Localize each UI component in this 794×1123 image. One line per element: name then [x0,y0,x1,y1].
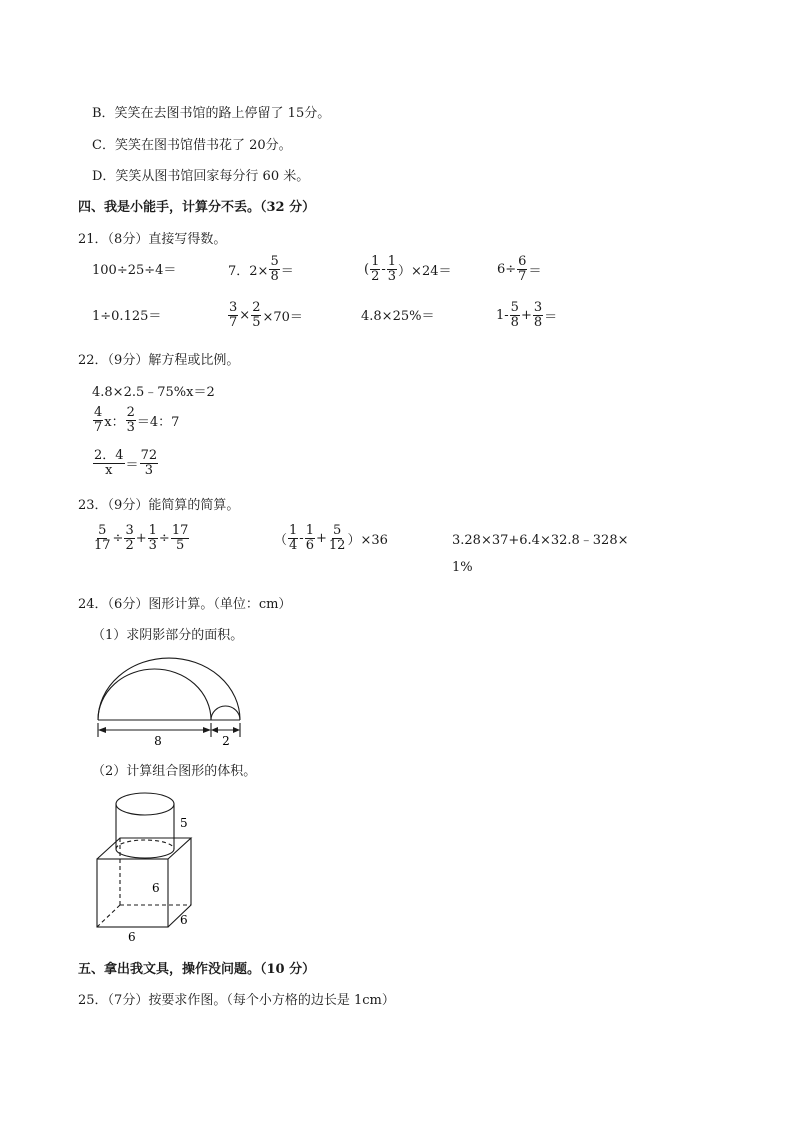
q24-part-1: （1）求阴影部分的面积。 [92,628,244,643]
q22-equation-1: 4.8×2.5﹣75%x＝2 [92,385,215,400]
label-6-depth: 6 [180,913,188,927]
small-semicircle [211,706,240,720]
q24-part-2: （2）计算组合图形的体积。 [92,764,257,779]
q23-expr-1: $\frac{5}{17}$ ÷ $\frac{3}{2}$ + $\frac{1}{3}$ ÷ $\frac{17}{5}$ [94,523,189,553]
q24-title: 24．（6分）图形计算。（单位：cm） [78,597,292,612]
semicircle-figure [90,645,250,750]
label-2: 2 [222,734,230,748]
q21-expr-1: 100÷25÷4＝ [92,263,177,278]
section-4-title: 四、我是小能手，计算分不丢。（32 分） [78,200,316,215]
q21-expr-3: ( $\frac{1}{2}$ - $\frac{1}{3}$ ）×24＝ [364,254,452,284]
q22-equation-3: $\frac{2.4}{x}$ ＝ $\frac{72}{3}$ [94,448,158,478]
q23-expr-3-line-1: 3.28×37+6.4×32.8﹣328× [452,533,629,548]
cylinder-cube-figure [88,786,208,946]
q23-expr-2: （ $\frac{1}{4}$ - $\frac{1}{6}$ + $\frac{5}{12}$ ）×36 [274,523,388,553]
section-5-title: 五、拿出我文具，操作没问题。（10 分） [78,962,316,977]
q21-expr-4: 6÷ $\frac{6}{7}$ ＝ [497,254,542,284]
label-6-width: 6 [128,930,136,944]
option-c: C．笑笑在图书馆借书花了 20分。 [92,138,292,153]
outer-semicircle [98,658,240,720]
q21-expr-8: 1- $\frac{5}{8}$ + $\frac{3}{8}$ ＝ [496,300,558,330]
label-8: 8 [154,734,162,748]
q21-title: 21．（8分）直接写得数。 [78,232,227,247]
option-b: B．笑笑在去图书馆的路上停留了 15分。 [92,106,331,121]
label-5: 5 [180,816,188,830]
q21-expr-7: 4.8×25%＝ [361,309,435,324]
q23-expr-3-line-2: 1% [452,560,473,575]
q25-title: 25．（7分）按要求作图。（每个小方格的边长是 1cm） [78,993,395,1008]
inner-semicircle [98,669,211,720]
q23-title: 23．（9分）能简算的简算。 [78,498,240,513]
q21-expr-6: $\frac{3}{7}$ × $\frac{2}{5}$ ×70＝ [229,300,303,330]
q21-expr-2: 7．2× $\frac{5}{8}$ ＝ [228,254,294,284]
cylinder-top [116,793,174,815]
q21-expr-5: 1÷0.125＝ [92,309,162,324]
option-d: D．笑笑从图书馆回家每分行 60 米。 [92,169,310,184]
label-6-height: 6 [152,881,160,895]
q22-title: 22．（9分）解方程或比例。 [78,353,240,368]
q22-equation-2: $\frac{4}{7}$ x： $\frac{2}{3}$ ＝4：7 [94,405,180,435]
